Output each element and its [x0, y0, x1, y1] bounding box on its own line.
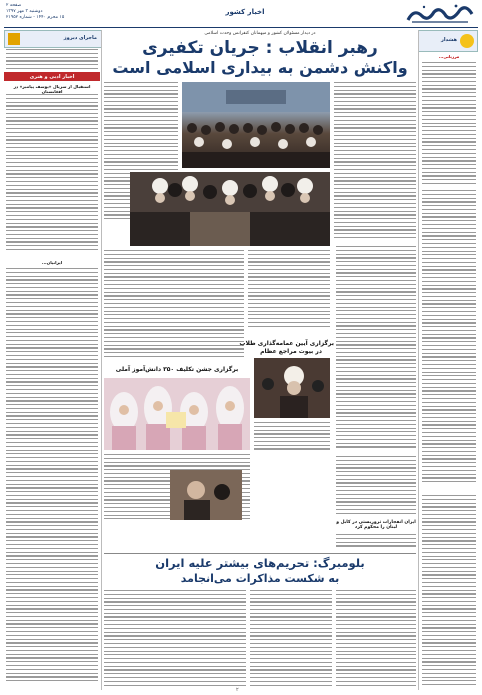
bottom-col-1: [336, 590, 416, 690]
turban-headline-1: برگزاری آیین عمامه‌گذاری طلاب: [239, 340, 334, 347]
turban-caption: [254, 422, 330, 452]
left-article-1: [6, 94, 98, 254]
clerics-photo: [130, 172, 330, 246]
sun-icon: [460, 34, 474, 48]
masthead-rule: [4, 27, 478, 28]
school-photo-icon: [104, 378, 250, 450]
terror-text: [336, 534, 416, 552]
mid-right-text: [336, 456, 416, 516]
left-box-text: [6, 49, 98, 71]
right-box-title: هشدار: [440, 37, 457, 43]
right-column-text-3: [422, 495, 476, 690]
bottom-title-line-1: بلومبرگ: تحریم‌های بیشتر علیه ایران: [155, 556, 365, 570]
turban-headline-2: در بیوت مراجع عظام: [260, 348, 322, 355]
kayhan-logo-icon: [404, 2, 476, 26]
school-photo: [104, 378, 250, 450]
issue-label: ۱۵ محرم ۱۴۴۰ - شماره ۲۱۹۵۲: [6, 15, 65, 20]
left-box-title: ماجرای دیروز: [63, 35, 97, 41]
masthead: [0, 0, 482, 28]
left-headline-1: استقبال از سریال «یوسف پیامبر» در افغانستان: [13, 84, 91, 94]
left-section-bar-title: اخبار ادبی و هنری: [29, 73, 75, 80]
main-body-col-3: [104, 250, 244, 360]
main-body-col-2: [248, 250, 330, 330]
left-column: [4, 30, 100, 690]
page-footer: ۲: [236, 687, 239, 693]
main-body-col-1: [336, 246, 416, 451]
right-box-header: [418, 30, 478, 52]
rule-bottom: [104, 553, 416, 554]
crowd-photo-icon: [182, 82, 330, 168]
left-headline-2: ایرانیان...: [41, 260, 63, 265]
left-section-bar: [4, 72, 100, 81]
portrait-photo: [170, 470, 242, 520]
main-kicker: در دیدار مسئولان کشور و میهمانان کنفرانس وحدت اسلامی: [204, 31, 316, 36]
right-column: [420, 30, 478, 690]
emblem-icon: [8, 33, 20, 45]
turban-photo-icon: [254, 358, 330, 418]
left-box-header: [4, 30, 102, 48]
page-number-label: صفحه ۲: [6, 3, 22, 8]
main-title-line-2: واکنش دشمن به بیداری اسلامی است: [112, 58, 408, 77]
portrait-photo-icon: [170, 470, 242, 520]
date-label: دوشنبه ۳ مهر ۱۳۹۷: [6, 9, 43, 14]
section-title: اخبار کشور: [225, 8, 265, 16]
bottom-col-2: [250, 590, 332, 690]
right-column-text: [422, 62, 476, 187]
right-column-text-2: [422, 190, 476, 490]
right-box-text: مرزبانی...: [438, 54, 460, 59]
clerics-photo-icon: [130, 172, 330, 246]
terror-headline: ایران انفجارات تروریستی در کابل و لبنان را محکوم کرد: [336, 520, 416, 530]
turban-photo: [254, 358, 330, 418]
left-article-2: [6, 268, 98, 688]
main-text-right: [334, 82, 416, 242]
main-photo: [182, 82, 330, 168]
main-title-line-1: رهبر انقلاب : جریان تکفیری: [142, 38, 378, 58]
school-headline: برگزاری جشن تکلیف ۳۵۰ دانش‌آموز آملی: [115, 366, 239, 373]
masthead-logo: [404, 2, 476, 26]
rule-col-right: [418, 30, 419, 690]
bottom-title-line-2: به شکست مذاکرات می‌انجامد: [180, 572, 340, 585]
bottom-col-3: [104, 590, 246, 690]
rule-col-left: [101, 30, 102, 690]
masthead-info: [6, 3, 106, 21]
